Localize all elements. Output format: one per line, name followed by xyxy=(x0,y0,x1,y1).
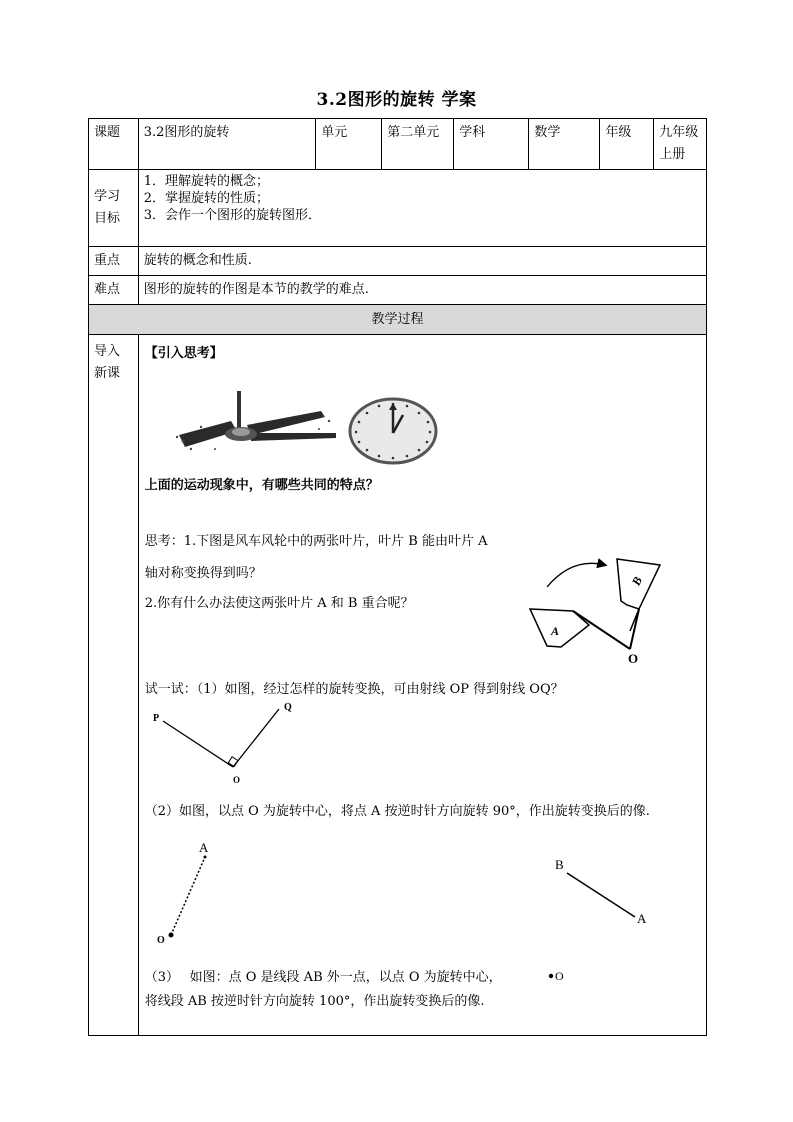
goals-label xyxy=(89,170,139,247)
subject-value: 数学 xyxy=(529,119,600,170)
ceiling-fan-illustration xyxy=(171,391,341,461)
key-point-value: 旋转的概念和性质. xyxy=(138,247,706,276)
blade-o-label: O xyxy=(627,651,638,666)
ray-o-label: O xyxy=(232,775,240,785)
task3-line2: 将线段 AB 按逆时针方向旋转 100°，作出旋转变换后的像. xyxy=(144,994,485,1009)
unit-value: 第二单元 xyxy=(382,119,454,170)
clock-illustration xyxy=(349,397,439,465)
segment-a-label: A xyxy=(636,911,647,926)
ray-p-label: P xyxy=(152,713,159,724)
page-title: 3.2图形的旋转 学案 xyxy=(316,90,477,110)
point-o-figure xyxy=(545,967,575,985)
difficulty-label: 难点 xyxy=(89,276,139,305)
unit-label: 单元 xyxy=(316,119,382,170)
ray-q-label: Q xyxy=(283,702,292,713)
point-a-label: A xyxy=(198,840,209,855)
point-o-label: O xyxy=(156,935,165,946)
key-point-label: 重点 xyxy=(89,247,139,276)
goal-item: 2．掌握旋转的性质； xyxy=(143,191,269,206)
grade-value xyxy=(654,119,707,170)
goal-item: 1．理解旋转的概念； xyxy=(143,174,269,189)
goal-item: 3．会作一个图形的旋转图形． xyxy=(143,208,321,223)
section-label: 导入新课 xyxy=(89,335,139,1036)
intro-heading: 【引入思考】 xyxy=(144,346,223,361)
lesson-plan-table xyxy=(88,118,707,1036)
task3-line1: （3） 如图：点 O 是线段 AB 外一点，以点 O 为旋转中心， xyxy=(144,970,502,985)
topic-label: 课题 xyxy=(89,119,139,170)
question-main: 上面的运动现象中，有哪些共同的特点？ xyxy=(144,478,379,493)
process-header: 教学过程 xyxy=(89,305,707,335)
think-line3: 2.你有什么办法使这两张叶片 A 和 B 重合呢？ xyxy=(144,596,414,611)
task2-line: （2）如图，以点 O 为旋转中心，将点 A 按逆时针方向旋转 90°，作出旋转变换后的像. xyxy=(144,804,650,819)
blade-b-label: B xyxy=(628,574,645,588)
goals-label-line2: 目标 xyxy=(94,211,121,226)
segment-o-label: O xyxy=(554,969,564,983)
topic-value: 3.2图形的旋转 xyxy=(138,119,316,170)
goals-label-line1: 学习 xyxy=(94,189,121,204)
rays-figure xyxy=(149,701,309,791)
difficulty-value: 图形的旋转的作图是本节的教学的难点. xyxy=(138,276,706,305)
segment-b-label: B xyxy=(554,857,564,872)
windmill-blades-figure xyxy=(527,553,677,671)
goals-list xyxy=(138,170,706,247)
blade-a-label: A xyxy=(550,624,559,638)
lesson-content xyxy=(138,335,706,1036)
grade-value-line1: 九年级 xyxy=(659,125,699,140)
point-rotation-figure xyxy=(149,837,229,947)
grade-label: 年级 xyxy=(600,119,654,170)
segment-ab-figure xyxy=(551,857,661,927)
grade-value-line2: 上册 xyxy=(659,147,686,162)
subject-label: 学科 xyxy=(454,119,529,170)
think-line2: 轴对称变换得到吗？ xyxy=(144,566,262,581)
try-line: 试一试：（1）如图，经过怎样的旋转变换，可由射线 OP 得到射线 OQ？ xyxy=(144,682,564,697)
think-line1: 思考：1.下图是风车风轮中的两张叶片，叶片 B 能由叶片 A xyxy=(144,534,488,549)
